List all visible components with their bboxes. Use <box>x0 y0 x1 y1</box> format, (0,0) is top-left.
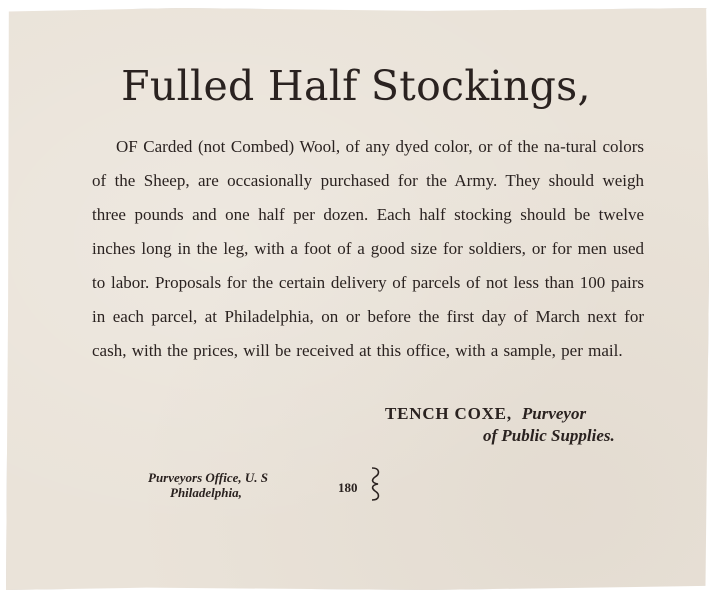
dateline-place <box>148 470 268 500</box>
dateline-office: Purveyors Office, U. S <box>148 470 268 485</box>
signatory-name: TENCH COXE, <box>385 404 512 423</box>
dateline-year: 180 <box>338 480 358 495</box>
broadside-body: OF Carded (not Combed) Wool, of any dyed color, or of the na-tural colors of the Sheep, are occasionally purchased for the Army. They should weigh three pounds and one half per dozen. Each half stocking should be twelve inches long in the leg, with a foot of a good size for soldiers, or for men used to labor. Proposals for the certain delivery of parcels of not less than 100 pairs in each parcel, at Philadelphia, on or before the first day of March next for cash, with the prices, will be received at this office, with a sample, per mail. <box>92 137 644 360</box>
signatory-title-line2: of Public Supplies. <box>483 426 615 445</box>
dateline-city: Philadelphia, <box>170 485 242 500</box>
signature-block <box>385 404 645 446</box>
brace-ornament <box>368 466 386 502</box>
signatory-title-line1: Purveyor <box>521 404 587 423</box>
broadside-title: Fulled Half Stockings, <box>121 62 591 110</box>
